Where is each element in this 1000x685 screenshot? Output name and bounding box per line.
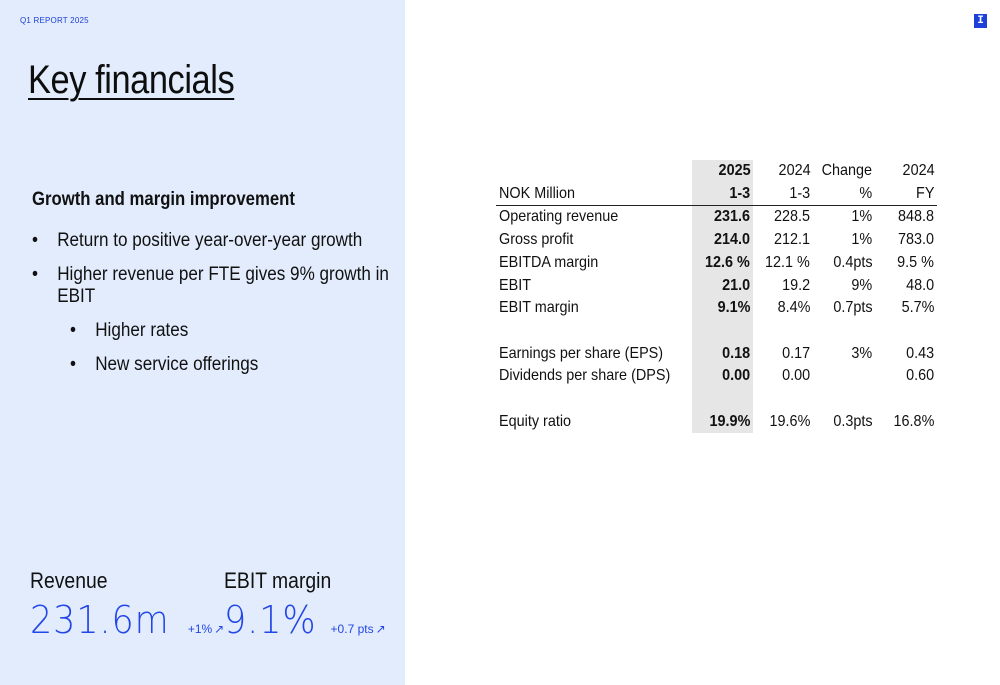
kpi-revenue — [30, 568, 224, 642]
table-cell: 0.3pts — [833, 412, 873, 430]
table-spacer — [496, 320, 937, 343]
table-cell: 9% — [851, 276, 873, 294]
table-cell: 8.4% — [777, 299, 811, 317]
table-cell: FY — [875, 183, 937, 206]
table-cell: Earnings per share (EPS) — [499, 344, 664, 362]
table-cell: 783.0 — [898, 231, 935, 249]
table-cell: 0.17 — [782, 344, 811, 362]
bullet-item: • Higher revenue per FTE gives 9% growth in EBIT — [32, 264, 417, 308]
kpi-label: EBIT margin — [224, 568, 332, 593]
table-cell: 0.4pts — [833, 253, 873, 271]
table-header-row — [496, 160, 937, 183]
table-cell: EBIT margin — [499, 299, 579, 317]
table-cell: 0.00 — [782, 367, 811, 385]
financials-table — [496, 160, 937, 433]
kpi-change: +1% — [187, 622, 213, 636]
bullet-item: • Return to positive year-over-year growth — [32, 230, 417, 252]
table-row — [496, 343, 937, 366]
table-cell: 5.7% — [901, 299, 935, 317]
table-row — [496, 275, 937, 298]
kpi-value: 9.1% — [224, 598, 317, 642]
table-cell: 212.1 — [774, 231, 811, 249]
table-row — [496, 252, 937, 275]
table-cell: 48.0 — [906, 276, 935, 294]
table-cell: 19.6% — [769, 412, 811, 430]
table-cell: EBIT — [499, 276, 532, 294]
table-cell: NOK Million — [496, 183, 692, 206]
table-cell: 0.43 — [906, 344, 935, 362]
table-row — [496, 297, 937, 320]
table-cell: EBITDA margin — [499, 253, 599, 271]
kpi-change: +0.7 pts — [330, 622, 374, 636]
table-cell: % — [813, 183, 875, 206]
table-cell: 12.6 % — [692, 252, 753, 275]
table-cell: 0.18 — [692, 343, 753, 366]
table-cell: 0.60 — [906, 367, 935, 385]
table-cell: 1% — [851, 208, 873, 226]
table-cell: 1-3 — [753, 183, 813, 206]
table-cell: Gross profit — [499, 231, 574, 249]
table-cell: 19.9% — [692, 411, 753, 434]
table-row — [496, 411, 937, 434]
table-cell: 2024 — [902, 162, 935, 179]
kpi-label: Revenue — [30, 568, 108, 593]
section-heading: Growth and margin improvement — [32, 189, 295, 210]
table-spacer — [496, 388, 937, 411]
table-cell: 1-3 — [692, 183, 753, 206]
table-row — [496, 206, 937, 229]
report-label: Q1 REPORT 2025 — [20, 16, 89, 25]
page-title: Key financials — [28, 58, 235, 102]
table-cell: 1% — [851, 231, 873, 249]
table-cell: Operating revenue — [499, 208, 619, 226]
table-cell: 3% — [851, 344, 873, 362]
kpi-ebit-margin — [224, 568, 386, 642]
table-cell — [496, 160, 692, 183]
arrow-up-right-icon: ↗ — [375, 622, 386, 636]
table-cell: 21.0 — [692, 275, 753, 298]
table-cell: 0.7pts — [833, 299, 873, 317]
table-cell: 9.5 % — [897, 253, 935, 271]
table-cell: Dividends per share (DPS) — [499, 367, 671, 385]
table-cell — [813, 365, 875, 388]
table-cell: Change — [821, 162, 873, 179]
table-cell: 16.8% — [893, 412, 935, 430]
sub-bullet-item: • Higher rates — [70, 320, 392, 342]
table-cell: 231.6 — [692, 206, 753, 229]
arrow-up-right-icon: ↗ — [214, 622, 225, 636]
company-logo: I — [974, 14, 987, 28]
sub-bullet-item: • New service offerings — [70, 354, 392, 376]
table-row — [496, 365, 937, 388]
kpi-value: 231.6m — [30, 598, 170, 642]
table-header-row — [496, 183, 937, 206]
table-cell: 848.8 — [898, 208, 935, 226]
table-cell: 228.5 — [774, 208, 811, 226]
table-cell: 0.00 — [692, 365, 753, 388]
table-cell: 2024 — [778, 162, 811, 179]
table-cell: 12.1 % — [765, 253, 811, 271]
table-cell: Equity ratio — [499, 412, 572, 430]
table-row — [496, 229, 937, 252]
table-cell: 19.2 — [782, 276, 811, 294]
table-cell: 2025 — [692, 160, 753, 183]
table-cell: 9.1% — [692, 297, 753, 320]
table-cell: 214.0 — [692, 229, 753, 252]
bullet-list — [32, 230, 412, 388]
